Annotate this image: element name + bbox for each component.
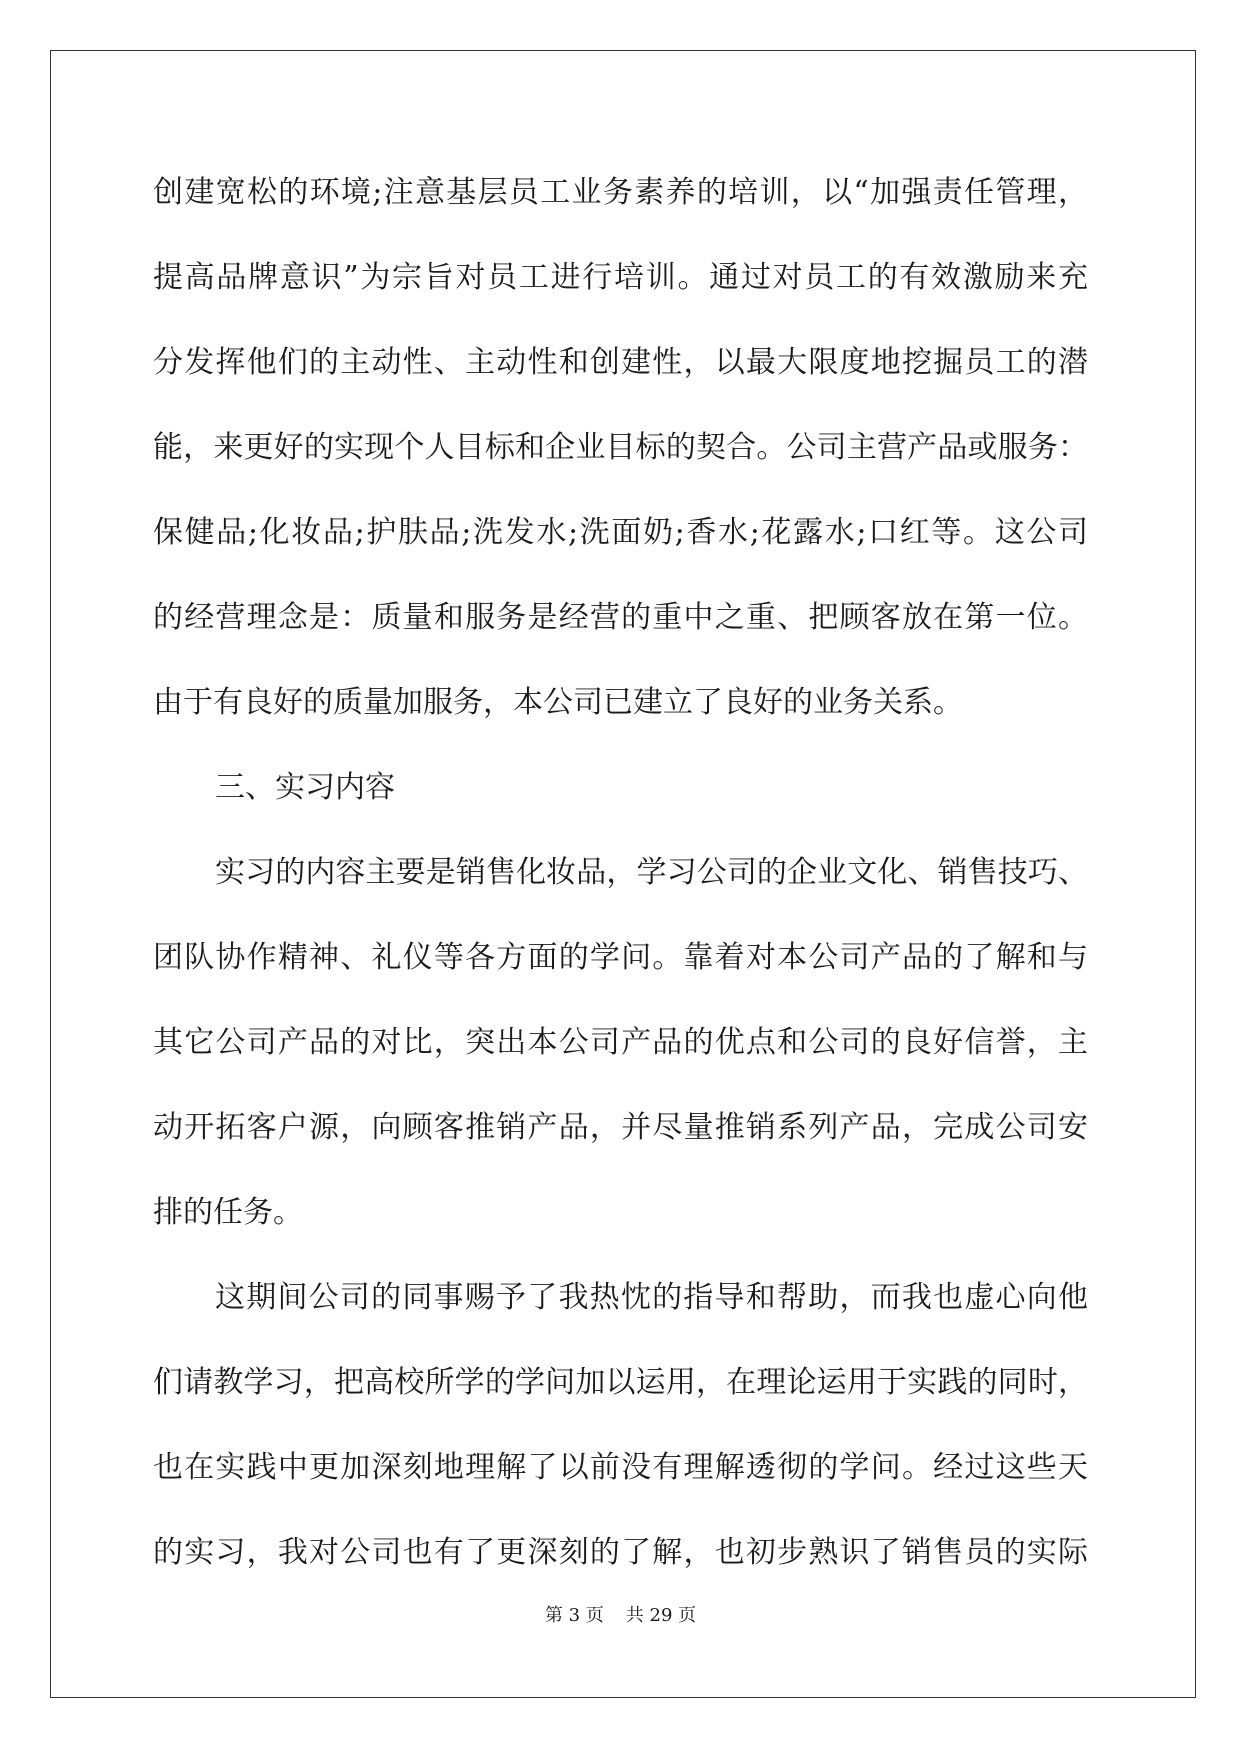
text-line: 这期间公司的同事赐予了我热忱的指导和帮助，而我也虚心向他 [215,1280,1088,1315]
text-line: 其它公司产品的对比，突出本公司产品的优点和公司的良好信誉，主 [153,1025,1088,1060]
text-line: 实习的内容主要是销售化妆品，学习公司的企业文化、销售技巧、 [215,855,1088,890]
page-footer [0,1604,1241,1628]
text-line: 也在实践中更加深刻地理解了以前没有理解透彻的学问。经过这些天 [153,1450,1088,1485]
text-line: 的经营理念是：质量和服务是经营的重中之重、把顾客放在第一位。 [153,600,1088,635]
document-body [153,150,1088,1595]
section-heading: 三、实习内容 [215,770,395,805]
text-line: 提高品牌意识”为宗旨对员工进行培训。通过对员工的有效激励来充 [153,260,1088,295]
text-line: 分发挥他们的主动性、主动性和创建性，以最大限度地挖掘员工的潜 [153,345,1088,380]
text-line: 团队协作精神、礼仪等各方面的学问。靠着对本公司产品的了解和与 [153,940,1088,975]
text-line: 创建宽松的环境;注意基层员工业务素养的培训，以“加强责任管理， [153,175,1088,210]
text-line: 由于有良好的质量加服务，本公司已建立了良好的业务关系。 [153,685,963,720]
text-line: 保健品;化妆品;护肤品;洗发水;洗面奶;香水;花露水;口红等。这公司 [153,515,1088,550]
text-line: 排的任务。 [153,1195,303,1230]
page-total: 共 29 页 [625,1605,697,1626]
text-line: 动开拓客户源，向顾客推销产品，并尽量推销系列产品，完成公司安 [153,1110,1088,1145]
text-line: 能，来更好的实现个人目标和企业目标的契合。公司主营产品或服务： [153,430,1088,465]
text-line: 们请教学习，把高校所学的学问加以运用，在理论运用于实践的同时， [153,1365,1088,1400]
text-line: 的实习，我对公司也有了更深刻的了解，也初步熟识了销售员的实际 [153,1535,1088,1570]
page-number: 第 3 页 [544,1605,604,1626]
